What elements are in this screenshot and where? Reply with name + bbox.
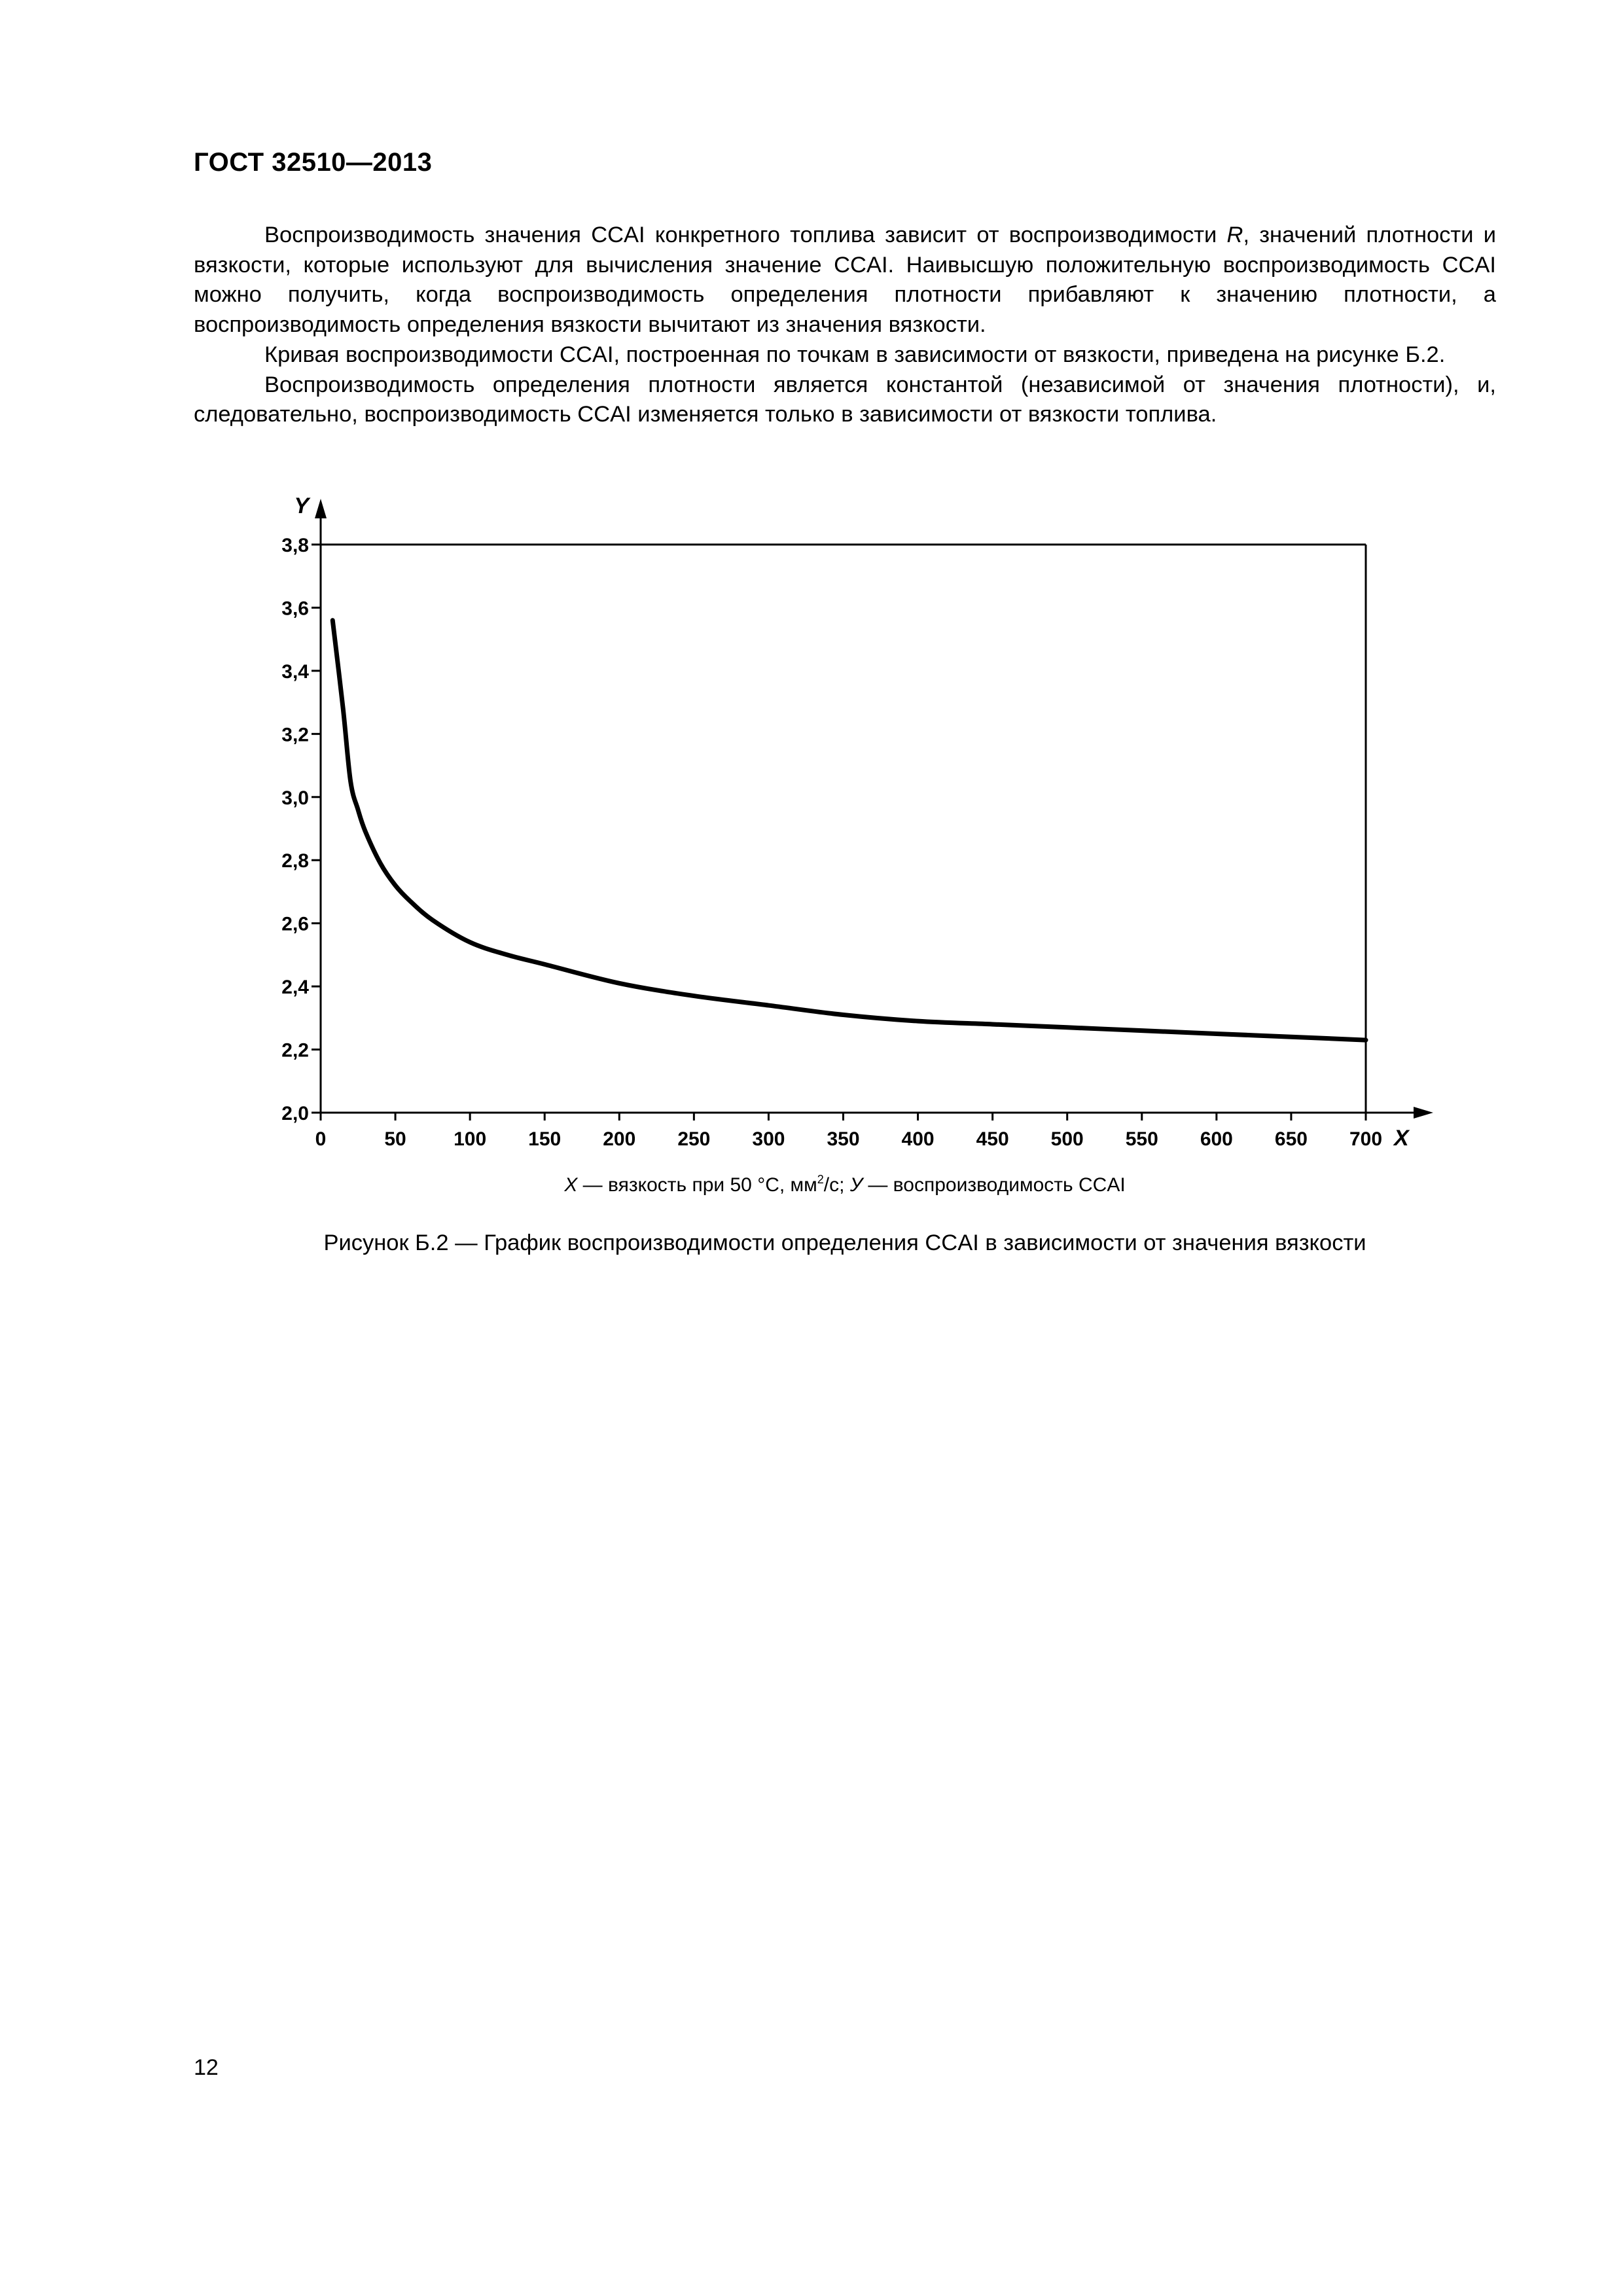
body-text xyxy=(194,221,1496,430)
document-header: ГОСТ 32510—2013 xyxy=(194,148,433,177)
paragraph-1 xyxy=(194,221,1496,340)
y-axis-label: Y xyxy=(294,493,309,518)
y-axis-ticks xyxy=(281,535,321,1124)
x-tick-label: 600 xyxy=(1200,1128,1233,1150)
x-tick-label: 50 xyxy=(384,1128,406,1150)
series-line xyxy=(332,620,1366,1040)
y-tick-label: 3,8 xyxy=(281,535,309,556)
chart-series xyxy=(332,620,1366,1040)
x-tick-label: 150 xyxy=(528,1128,562,1150)
y-tick-label: 2,0 xyxy=(281,1103,309,1124)
x-tick-label: 550 xyxy=(1125,1128,1158,1150)
figure-caption: Рисунок Б.2 — График воспроизводимости определения CCAI в зависимости от значения вязкости xyxy=(323,1230,1366,1255)
x-axis-ticks xyxy=(315,1113,1382,1150)
axis-caption xyxy=(194,1173,1496,1196)
axis-caption-y-text: — воспроизводимость CCAI xyxy=(863,1174,1126,1196)
y-tick-label: 3,4 xyxy=(281,660,309,683)
x-tick-label: 250 xyxy=(677,1128,711,1150)
y-axis-arrow xyxy=(315,499,327,518)
x-tick-label: 100 xyxy=(454,1128,487,1150)
x-tick-label: 0 xyxy=(315,1128,327,1150)
x-tick-label: 500 xyxy=(1050,1128,1084,1150)
paragraph-1-part-a: Воспроизводимость значения CCAI конкретного топлива зависит от воспроизводимости xyxy=(264,223,1227,247)
x-tick-label: 650 xyxy=(1274,1128,1308,1150)
y-tick-label: 2,4 xyxy=(281,977,309,999)
y-tick-label: 3,0 xyxy=(281,787,309,809)
axis-caption-y-letter: У xyxy=(849,1174,863,1196)
y-tick-label: 2,8 xyxy=(281,850,309,872)
x-tick-label: 700 xyxy=(1349,1128,1383,1150)
x-tick-label: 450 xyxy=(976,1128,1009,1150)
x-tick-label: 400 xyxy=(901,1128,935,1150)
x-tick-label: 300 xyxy=(752,1128,785,1150)
y-tick-label: 3,2 xyxy=(281,724,309,746)
reproducibility-chart xyxy=(249,484,1453,1165)
paragraph-1-italic-r: R xyxy=(1226,223,1243,247)
paragraph-2: Кривая воспроизводимости CCAI, построенная по точкам в зависимости от вязкости, приведена на рисунке Б.2. xyxy=(264,342,1446,367)
x-axis-label: X xyxy=(1394,1126,1409,1151)
x-axis-arrow xyxy=(1414,1107,1433,1119)
y-tick-label: 3,6 xyxy=(281,598,309,620)
axis-caption-superscript: 2 xyxy=(817,1173,824,1186)
chart-frame xyxy=(315,499,1433,1119)
y-tick-label: 2,2 xyxy=(281,1039,309,1062)
paragraph-3: Воспроизводимость определения плотности является константой (независимой от значения плотности), и, следовательно, воспроизводимость CCAI изменяется только в зависимости от вязкости топлива. xyxy=(194,372,1496,427)
page-number: 12 xyxy=(194,2055,219,2080)
axis-caption-mid-text: /с; xyxy=(823,1174,850,1196)
y-tick-label: 2,6 xyxy=(281,913,309,935)
x-tick-label: 350 xyxy=(827,1128,860,1150)
axis-caption-x-letter: X xyxy=(564,1174,578,1196)
paragraph-1-part-b: , значений плотности и вязкости, которые используют для вычисления значение CCAI. Наивысшую положительную воспроизводимость CCAI можно получить, когда воспроизводимость определения плотности прибавляют к значению плотности, а воспроизводимость определения вязкости вычитают из значения вязкости. xyxy=(194,223,1496,338)
axis-caption-x-text: — вязкость при 50 °С, мм xyxy=(577,1174,817,1196)
x-tick-label: 200 xyxy=(603,1128,636,1150)
